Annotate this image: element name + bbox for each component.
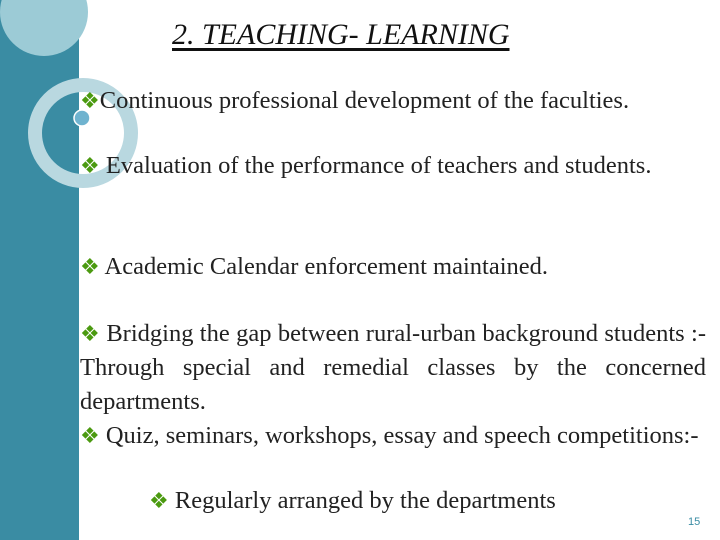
bullet-diamond-icon: ❖ [80,321,100,346]
bullet-text: Quiz, seminars, workshops, essay and speech competitions:- [99,422,699,449]
bullet-diamond-icon: ❖ [80,254,100,279]
bullet-item [80,250,548,284]
bullet-text: Academic Calendar enforcement maintained. [99,253,549,280]
deco-circle-large [0,0,88,56]
bullet-text: Evaluation of the performance of teachers and students. [99,152,652,179]
bullet-item [80,149,706,183]
bullet-diamond-icon: ❖ [149,488,169,513]
bullet-text: Continuous professional development of the faculties. [99,87,630,114]
bullet-item [80,419,706,453]
bullet-diamond-icon: ❖ [80,88,100,113]
bullet-text: Bridging the gap between rural-urban background students :- Through special and remedial classes by the concerned departments. [80,320,706,415]
slide-title: 2. TEACHING- LEARNING [172,18,510,51]
bullet-diamond-icon: ❖ [80,423,100,448]
page-number: 15 [688,516,701,528]
bullet-diamond-icon: ❖ [80,153,100,178]
bullet-text: Regularly arranged by the departments [168,487,556,514]
bullet-item [80,84,629,118]
bullet-item [80,317,706,419]
sub-bullet-item [149,484,556,518]
